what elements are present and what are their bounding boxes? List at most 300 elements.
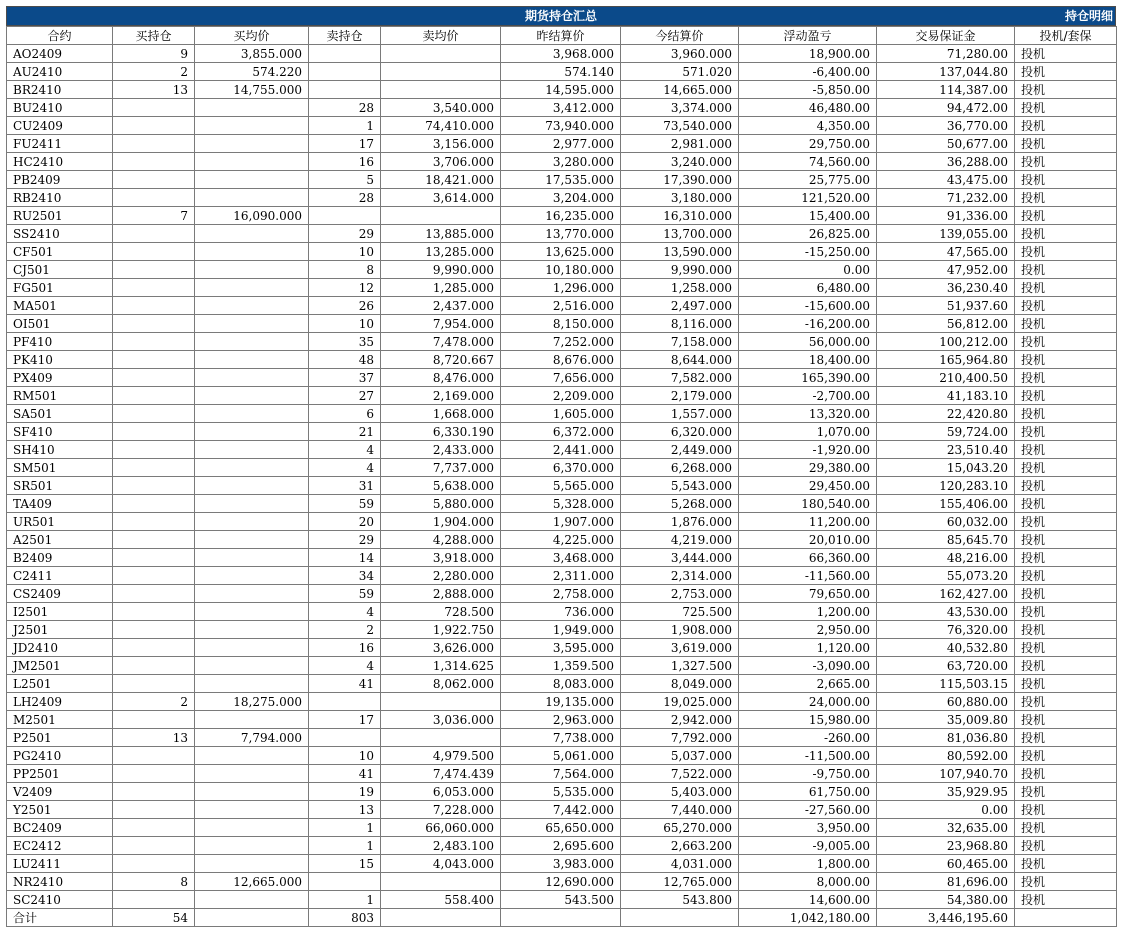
cell-sell-position	[309, 45, 381, 63]
cell-buy-avg-price	[195, 657, 309, 675]
cell-buy-avg-price	[195, 765, 309, 783]
cell-sell-position: 4	[309, 657, 381, 675]
cell-floating-pnl: 24,000.00	[739, 693, 877, 711]
cell-margin: 35,929.95	[877, 783, 1015, 801]
cell-margin: 137,044.80	[877, 63, 1015, 81]
cell-today-settlement: 7,582.000	[621, 369, 739, 387]
cell-prev-settlement: 13,625.000	[501, 243, 621, 261]
cell-prev-settlement: 14,595.000	[501, 81, 621, 99]
cell-contract: BU2410	[7, 99, 113, 117]
cell-sell-position: 21	[309, 423, 381, 441]
cell-margin: 120,283.10	[877, 477, 1015, 495]
cell-margin: 162,427.00	[877, 585, 1015, 603]
cell-prev-settlement: 3,412.000	[501, 99, 621, 117]
cell-prev-settlement: 3,280.000	[501, 153, 621, 171]
cell-sell-avg-price: 7,474.439	[381, 765, 501, 783]
cell-sell-avg-price: 3,156.000	[381, 135, 501, 153]
cell-margin: 60,032.00	[877, 513, 1015, 531]
cell-today-settlement: 2,497.000	[621, 297, 739, 315]
cell-sell-position: 1	[309, 891, 381, 909]
table-row[interactable]	[7, 369, 1117, 387]
cell-margin: 47,565.00	[877, 243, 1015, 261]
cell-buy-position: 13	[113, 81, 195, 99]
cell-prev-settlement: 2,695.600	[501, 837, 621, 855]
cell-floating-pnl: 165,390.00	[739, 369, 877, 387]
table-row[interactable]	[7, 135, 1117, 153]
cell-today-settlement: 13,700.000	[621, 225, 739, 243]
cell-margin: 91,336.00	[877, 207, 1015, 225]
cell-contract: J2501	[7, 621, 113, 639]
table-row[interactable]	[7, 477, 1117, 495]
cell-contract: PP2501	[7, 765, 113, 783]
cell-prev-settlement: 8,676.000	[501, 351, 621, 369]
table-row[interactable]	[7, 63, 1117, 81]
cell-today-settlement: 9,990.000	[621, 261, 739, 279]
cell-sell-avg-price	[381, 873, 501, 891]
table-row[interactable]	[7, 387, 1117, 405]
cell-margin: 85,645.70	[877, 531, 1015, 549]
cell-contract: M2501	[7, 711, 113, 729]
table-row[interactable]	[7, 513, 1117, 531]
cell-today-settlement: 5,268.000	[621, 495, 739, 513]
cell-prev-settlement: 6,372.000	[501, 423, 621, 441]
cell-today-settlement: 5,037.000	[621, 747, 739, 765]
table-row[interactable]	[7, 549, 1117, 567]
table-row[interactable]	[7, 657, 1117, 675]
table-row[interactable]	[7, 693, 1117, 711]
cell-sell-position: 1	[309, 837, 381, 855]
cell-contract: FU2411	[7, 135, 113, 153]
table-row[interactable]	[7, 567, 1117, 585]
cell-spec-hedge: 投机	[1015, 711, 1117, 729]
table-row[interactable]	[7, 243, 1117, 261]
cell-buy-avg-price	[195, 99, 309, 117]
cell-contract: LH2409	[7, 693, 113, 711]
cell-prev-settlement: 8,083.000	[501, 675, 621, 693]
cell-contract: RU2501	[7, 207, 113, 225]
cell-today-settlement: 543.800	[621, 891, 739, 909]
cell-spec-hedge: 投机	[1015, 477, 1117, 495]
cell-sell-position: 6	[309, 405, 381, 423]
cell-buy-position	[113, 567, 195, 585]
cell-sell-avg-price: 3,626.000	[381, 639, 501, 657]
cell-buy-avg-price	[195, 747, 309, 765]
cell-buy-avg-price	[195, 333, 309, 351]
cell-sell-avg-price	[381, 693, 501, 711]
cell-floating-pnl: -9,750.00	[739, 765, 877, 783]
col-header-prev-settlement[interactable]: 昨结算价	[501, 27, 621, 45]
cell-buy-avg-price	[195, 837, 309, 855]
table-row[interactable]	[7, 81, 1117, 99]
cell-sell-position: 27	[309, 387, 381, 405]
cell-floating-pnl: -6,400.00	[739, 63, 877, 81]
cell-sell-position: 19	[309, 783, 381, 801]
cell-margin: 55,073.20	[877, 567, 1015, 585]
cell-today-settlement: 16,310.000	[621, 207, 739, 225]
cell-margin: 76,320.00	[877, 621, 1015, 639]
cell-spec-hedge: 投机	[1015, 297, 1117, 315]
cell-buy-position	[113, 423, 195, 441]
total-buy-position: 54	[113, 909, 195, 927]
cell-today-settlement: 5,543.000	[621, 477, 739, 495]
table-row[interactable]	[7, 207, 1117, 225]
cell-prev-settlement: 3,968.000	[501, 45, 621, 63]
cell-today-settlement: 8,116.000	[621, 315, 739, 333]
cell-spec-hedge: 投机	[1015, 693, 1117, 711]
cell-floating-pnl: -16,200.00	[739, 315, 877, 333]
table-row[interactable]	[7, 837, 1117, 855]
cell-contract: PX409	[7, 369, 113, 387]
cell-today-settlement: 17,390.000	[621, 171, 739, 189]
cell-contract: BR2410	[7, 81, 113, 99]
table-row[interactable]	[7, 351, 1117, 369]
cell-buy-position	[113, 135, 195, 153]
cell-margin: 114,387.00	[877, 81, 1015, 99]
cell-buy-avg-price	[195, 549, 309, 567]
cell-buy-avg-price: 18,275.000	[195, 693, 309, 711]
col-header-margin[interactable]: 交易保证金	[877, 27, 1015, 45]
table-row[interactable]	[7, 423, 1117, 441]
cell-floating-pnl: 18,900.00	[739, 45, 877, 63]
cell-margin: 59,724.00	[877, 423, 1015, 441]
cell-today-settlement: 6,320.000	[621, 423, 739, 441]
cell-buy-position	[113, 477, 195, 495]
cell-buy-avg-price	[195, 171, 309, 189]
cell-margin: 15,043.20	[877, 459, 1015, 477]
cell-spec-hedge: 投机	[1015, 819, 1117, 837]
cell-spec-hedge: 投机	[1015, 225, 1117, 243]
col-header-sell-avg-price[interactable]: 卖均价	[381, 27, 501, 45]
cell-contract: EC2412	[7, 837, 113, 855]
position-detail-link[interactable]: 持仓明细	[1064, 9, 1113, 23]
col-header-sell-position[interactable]: 卖持仓	[309, 27, 381, 45]
cell-spec-hedge: 投机	[1015, 891, 1117, 909]
total-sell-position: 803	[309, 909, 381, 927]
cell-contract: NR2410	[7, 873, 113, 891]
col-header-spec-hedge[interactable]: 投机/套保	[1015, 27, 1117, 45]
cell-floating-pnl: 13,320.00	[739, 405, 877, 423]
cell-margin: 36,770.00	[877, 117, 1015, 135]
cell-buy-avg-price	[195, 495, 309, 513]
cell-spec-hedge: 投机	[1015, 873, 1117, 891]
cell-buy-avg-price	[195, 621, 309, 639]
cell-sell-avg-price: 1,668.000	[381, 405, 501, 423]
cell-today-settlement: 2,981.000	[621, 135, 739, 153]
cell-sell-position: 12	[309, 279, 381, 297]
table-row[interactable]	[7, 279, 1117, 297]
cell-prev-settlement: 1,296.000	[501, 279, 621, 297]
cell-sell-position: 14	[309, 549, 381, 567]
cell-sell-avg-price: 7,228.000	[381, 801, 501, 819]
cell-sell-avg-price: 5,880.000	[381, 495, 501, 513]
cell-contract: PF410	[7, 333, 113, 351]
cell-buy-position	[113, 297, 195, 315]
table-row[interactable]	[7, 297, 1117, 315]
table-row[interactable]	[7, 729, 1117, 747]
position-summary-panel	[6, 6, 1116, 927]
cell-floating-pnl: -5,850.00	[739, 81, 877, 99]
cell-prev-settlement: 19,135.000	[501, 693, 621, 711]
cell-spec-hedge: 投机	[1015, 153, 1117, 171]
table-row[interactable]	[7, 333, 1117, 351]
cell-spec-hedge: 投机	[1015, 855, 1117, 873]
cell-buy-avg-price	[195, 603, 309, 621]
cell-contract: SR501	[7, 477, 113, 495]
cell-prev-settlement: 5,328.000	[501, 495, 621, 513]
cell-floating-pnl: 180,540.00	[739, 495, 877, 513]
cell-buy-position: 2	[113, 693, 195, 711]
table-row[interactable]	[7, 819, 1117, 837]
cell-buy-avg-price	[195, 711, 309, 729]
cell-floating-pnl: 11,200.00	[739, 513, 877, 531]
cell-prev-settlement: 5,535.000	[501, 783, 621, 801]
cell-margin: 22,420.80	[877, 405, 1015, 423]
table-row[interactable]	[7, 621, 1117, 639]
cell-floating-pnl: 25,775.00	[739, 171, 877, 189]
cell-buy-avg-price	[195, 531, 309, 549]
table-row[interactable]	[7, 747, 1117, 765]
cell-contract: PK410	[7, 351, 113, 369]
cell-buy-position	[113, 513, 195, 531]
cell-buy-position	[113, 117, 195, 135]
cell-sell-position: 29	[309, 225, 381, 243]
cell-today-settlement: 3,960.000	[621, 45, 739, 63]
cell-margin: 51,937.60	[877, 297, 1015, 315]
cell-buy-position	[113, 891, 195, 909]
table-row[interactable]	[7, 531, 1117, 549]
cell-floating-pnl: 26,825.00	[739, 225, 877, 243]
cell-buy-avg-price	[195, 855, 309, 873]
cell-prev-settlement: 73,940.000	[501, 117, 621, 135]
cell-contract: SA501	[7, 405, 113, 423]
table-row[interactable]	[7, 639, 1117, 657]
cell-prev-settlement: 2,311.000	[501, 567, 621, 585]
cell-buy-position: 13	[113, 729, 195, 747]
table-row[interactable]	[7, 855, 1117, 873]
cell-buy-avg-price	[195, 225, 309, 243]
cell-sell-avg-price: 3,540.000	[381, 99, 501, 117]
cell-margin: 80,592.00	[877, 747, 1015, 765]
header-row	[7, 27, 1117, 45]
cell-floating-pnl: 46,480.00	[739, 99, 877, 117]
table-row[interactable]	[7, 675, 1117, 693]
table-row[interactable]	[7, 405, 1117, 423]
cell-contract: LU2411	[7, 855, 113, 873]
table-row[interactable]	[7, 225, 1117, 243]
cell-buy-avg-price	[195, 405, 309, 423]
cell-buy-position: 7	[113, 207, 195, 225]
cell-spec-hedge: 投机	[1015, 135, 1117, 153]
col-header-floating-pnl[interactable]: 浮动盈亏	[739, 27, 877, 45]
cell-buy-position	[113, 369, 195, 387]
cell-today-settlement: 7,792.000	[621, 729, 739, 747]
cell-contract: PB2409	[7, 171, 113, 189]
cell-sell-position: 37	[309, 369, 381, 387]
cell-prev-settlement: 13,770.000	[501, 225, 621, 243]
cell-margin: 23,968.80	[877, 837, 1015, 855]
cell-contract: C2411	[7, 567, 113, 585]
cell-buy-position: 2	[113, 63, 195, 81]
table-row[interactable]	[7, 117, 1117, 135]
cell-buy-position	[113, 603, 195, 621]
cell-margin: 50,677.00	[877, 135, 1015, 153]
cell-floating-pnl: -27,560.00	[739, 801, 877, 819]
cell-today-settlement: 2,942.000	[621, 711, 739, 729]
col-header-today-settlement[interactable]: 今结算价	[621, 27, 739, 45]
cell-spec-hedge: 投机	[1015, 639, 1117, 657]
cell-sell-position: 2	[309, 621, 381, 639]
cell-sell-avg-price: 2,433.000	[381, 441, 501, 459]
cell-margin: 36,230.40	[877, 279, 1015, 297]
cell-buy-position	[113, 225, 195, 243]
cell-margin: 71,232.00	[877, 189, 1015, 207]
cell-floating-pnl: 79,650.00	[739, 585, 877, 603]
cell-buy-avg-price	[195, 117, 309, 135]
cell-margin: 43,530.00	[877, 603, 1015, 621]
cell-spec-hedge: 投机	[1015, 369, 1117, 387]
cell-prev-settlement: 12,690.000	[501, 873, 621, 891]
cell-floating-pnl: -2,700.00	[739, 387, 877, 405]
cell-buy-avg-price	[195, 189, 309, 207]
cell-sell-avg-price: 728.500	[381, 603, 501, 621]
cell-prev-settlement: 3,468.000	[501, 549, 621, 567]
col-header-contract[interactable]: 合约	[7, 27, 113, 45]
cell-floating-pnl: 18,400.00	[739, 351, 877, 369]
cell-sell-position: 48	[309, 351, 381, 369]
cell-today-settlement: 7,440.000	[621, 801, 739, 819]
cell-today-settlement: 3,240.000	[621, 153, 739, 171]
cell-spec-hedge: 投机	[1015, 405, 1117, 423]
cell-contract: CU2409	[7, 117, 113, 135]
cell-sell-avg-price: 13,285.000	[381, 243, 501, 261]
table-row[interactable]	[7, 711, 1117, 729]
cell-contract: SS2410	[7, 225, 113, 243]
cell-spec-hedge: 投机	[1015, 837, 1117, 855]
cell-sell-avg-price: 3,614.000	[381, 189, 501, 207]
cell-margin: 48,216.00	[877, 549, 1015, 567]
cell-contract: RM501	[7, 387, 113, 405]
col-header-buy-avg-price[interactable]: 买均价	[195, 27, 309, 45]
table-row[interactable]	[7, 315, 1117, 333]
table-row[interactable]	[7, 495, 1117, 513]
cell-buy-position	[113, 621, 195, 639]
cell-buy-position	[113, 459, 195, 477]
cell-floating-pnl: 4,350.00	[739, 117, 877, 135]
cell-buy-avg-price	[195, 369, 309, 387]
table-row[interactable]	[7, 801, 1117, 819]
table-row[interactable]	[7, 171, 1117, 189]
cell-buy-position	[113, 585, 195, 603]
cell-sell-avg-price: 2,169.000	[381, 387, 501, 405]
table-row[interactable]	[7, 765, 1117, 783]
table-row[interactable]	[7, 189, 1117, 207]
cell-spec-hedge: 投机	[1015, 585, 1117, 603]
cell-sell-avg-price: 1,922.750	[381, 621, 501, 639]
cell-contract: FG501	[7, 279, 113, 297]
cell-sell-avg-price: 7,737.000	[381, 459, 501, 477]
table-row[interactable]	[7, 783, 1117, 801]
cell-contract: SF410	[7, 423, 113, 441]
cell-sell-position: 26	[309, 297, 381, 315]
cell-floating-pnl: 2,665.00	[739, 675, 877, 693]
page-title: 期货持仓汇总	[524, 9, 597, 23]
cell-today-settlement: 12,765.000	[621, 873, 739, 891]
col-header-buy-position[interactable]: 买持仓	[113, 27, 195, 45]
cell-floating-pnl: 2,950.00	[739, 621, 877, 639]
cell-prev-settlement: 3,983.000	[501, 855, 621, 873]
table-row[interactable]	[7, 441, 1117, 459]
cell-buy-position	[113, 279, 195, 297]
cell-floating-pnl: 1,800.00	[739, 855, 877, 873]
cell-sell-position: 20	[309, 513, 381, 531]
cell-floating-pnl: -3,090.00	[739, 657, 877, 675]
cell-sell-position: 10	[309, 747, 381, 765]
table-row[interactable]	[7, 603, 1117, 621]
cell-today-settlement: 3,374.000	[621, 99, 739, 117]
table-row[interactable]	[7, 891, 1117, 909]
cell-spec-hedge: 投机	[1015, 729, 1117, 747]
cell-sell-position: 16	[309, 153, 381, 171]
cell-prev-settlement: 2,209.000	[501, 387, 621, 405]
cell-buy-avg-price	[195, 783, 309, 801]
cell-contract: I2501	[7, 603, 113, 621]
cell-spec-hedge: 投机	[1015, 207, 1117, 225]
cell-sell-position: 16	[309, 639, 381, 657]
cell-sell-avg-price: 66,060.000	[381, 819, 501, 837]
cell-prev-settlement: 17,535.000	[501, 171, 621, 189]
cell-sell-position: 5	[309, 171, 381, 189]
table-row[interactable]	[7, 99, 1117, 117]
cell-today-settlement: 4,031.000	[621, 855, 739, 873]
cell-prev-settlement: 5,061.000	[501, 747, 621, 765]
cell-sell-position: 35	[309, 333, 381, 351]
cell-spec-hedge: 投机	[1015, 621, 1117, 639]
cell-buy-position	[113, 315, 195, 333]
cell-buy-avg-price	[195, 135, 309, 153]
cell-margin: 81,696.00	[877, 873, 1015, 891]
cell-margin: 0.00	[877, 801, 1015, 819]
cell-prev-settlement: 1,949.000	[501, 621, 621, 639]
cell-contract: Y2501	[7, 801, 113, 819]
table-row[interactable]	[7, 873, 1117, 891]
cell-today-settlement: 2,179.000	[621, 387, 739, 405]
cell-margin: 47,952.00	[877, 261, 1015, 279]
cell-buy-position	[113, 333, 195, 351]
cell-margin: 100,212.00	[877, 333, 1015, 351]
cell-buy-position	[113, 495, 195, 513]
table-row[interactable]	[7, 45, 1117, 63]
cell-floating-pnl: 121,520.00	[739, 189, 877, 207]
total-row[interactable]	[7, 909, 1117, 927]
cell-contract: HC2410	[7, 153, 113, 171]
cell-spec-hedge: 投机	[1015, 549, 1117, 567]
cell-sell-avg-price: 3,918.000	[381, 549, 501, 567]
cell-contract: TA409	[7, 495, 113, 513]
cell-margin: 210,400.50	[877, 369, 1015, 387]
cell-contract: CF501	[7, 243, 113, 261]
cell-margin: 60,465.00	[877, 855, 1015, 873]
table-row[interactable]	[7, 261, 1117, 279]
cell-sell-avg-price: 1,904.000	[381, 513, 501, 531]
cell-sell-position: 10	[309, 315, 381, 333]
cell-sell-avg-price: 2,437.000	[381, 297, 501, 315]
cell-today-settlement: 7,522.000	[621, 765, 739, 783]
cell-today-settlement: 5,403.000	[621, 783, 739, 801]
table-row[interactable]	[7, 153, 1117, 171]
table-row[interactable]	[7, 585, 1117, 603]
cell-sell-avg-price: 4,288.000	[381, 531, 501, 549]
table-row[interactable]	[7, 459, 1117, 477]
